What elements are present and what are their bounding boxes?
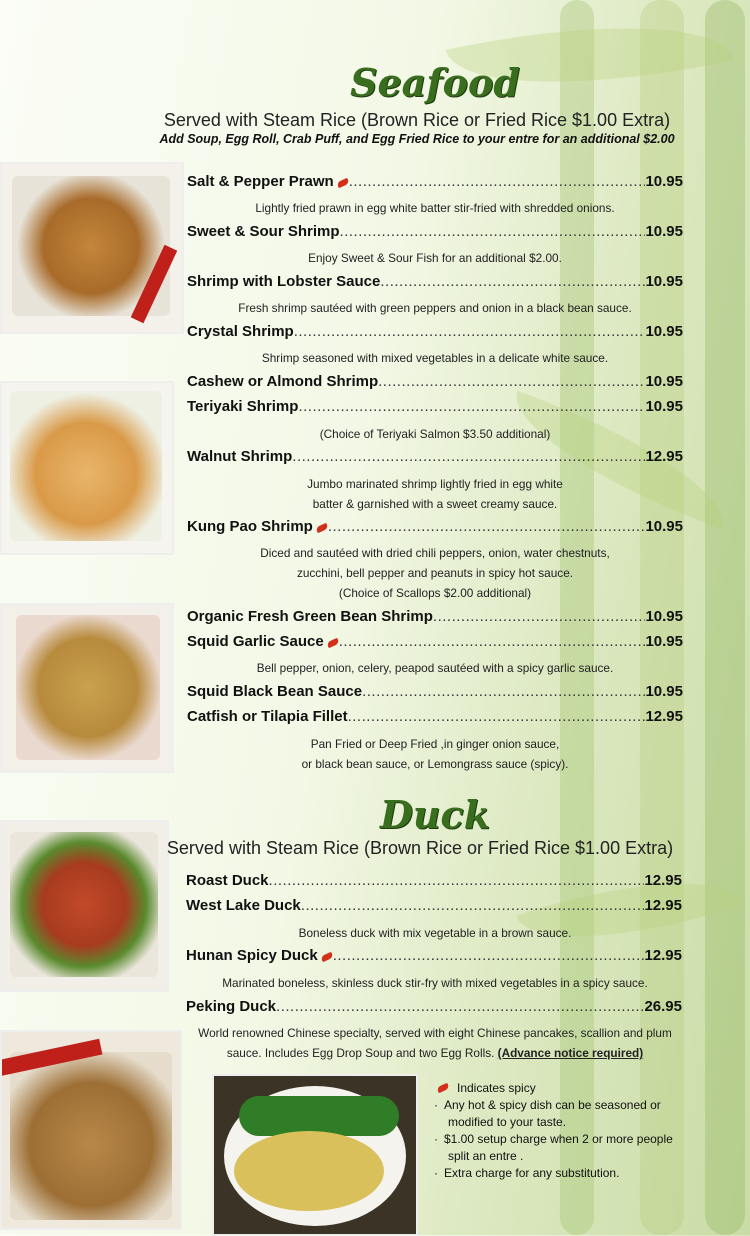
- item-description: Pan Fried or Deep Fried ,in ginger onion sauce,: [310, 737, 560, 751]
- chili-pepper-icon: [315, 523, 328, 534]
- item-description: or black bean sauce, or Lemongrass sauce (spicy).: [301, 757, 569, 771]
- item-description: (Choice of Teriyaki Salmon $3.50 additional): [319, 427, 551, 441]
- item-price: 12.95: [644, 947, 682, 964]
- leader-dots: [380, 273, 645, 290]
- item-description: Jumbo marinated shrimp lightly fried in egg white: [307, 477, 563, 491]
- leader-dots: [340, 223, 646, 240]
- item-name: Catfish or Tilapia Fillet: [187, 708, 348, 725]
- item-name: Sweet & Sour Shrimp: [187, 223, 340, 240]
- duck-title: Duck: [379, 792, 491, 837]
- advance-notice: (Advance notice required): [497, 1046, 644, 1060]
- leader-dots: [433, 608, 646, 625]
- menu-item-roast-duck: [186, 872, 682, 892]
- item-description: zucchini, bell pepper and peanuts in spicy hot sauce.: [296, 566, 574, 580]
- menu-item-squid-black-bean: [187, 683, 683, 703]
- note-2: $1.00 setup charge when 2 or more people: [444, 1132, 673, 1146]
- item-description: Shrimp seasoned with mixed vegetables in a delicate white sauce.: [261, 351, 609, 365]
- menu-item-shrimp-lobster-sauce: [187, 273, 683, 293]
- note-3: Extra charge for any substitution.: [444, 1166, 620, 1180]
- item-name: Hunan Spicy Duck: [186, 947, 318, 964]
- chili-pepper-icon: [436, 1083, 449, 1094]
- item-price: 10.95: [645, 273, 683, 290]
- note-spicy: Indicates spicy: [457, 1081, 536, 1095]
- item-name: Cashew or Almond Shrimp: [187, 373, 379, 390]
- item-description: Bell pepper, onion, celery, peapod sautéed with a spicy garlic sauce.: [256, 661, 614, 675]
- item-name: Squid Garlic Sauce: [187, 633, 324, 650]
- item-price: 10.95: [645, 518, 683, 535]
- menu-item-peking-duck: [186, 998, 682, 1018]
- chili-pepper-icon: [320, 952, 333, 963]
- item-description: Fresh shrimp sautéed with green peppers and onion in a black bean sauce.: [238, 301, 632, 315]
- item-price: 12.95: [644, 872, 682, 889]
- menu-item-hunan-spicy-duck: [186, 947, 682, 967]
- item-price: 10.95: [645, 633, 683, 650]
- item-name: Crystal Shrimp: [187, 323, 294, 340]
- item-name: Salt & Pepper Prawn: [187, 173, 334, 190]
- seafood-title: Seafood: [350, 60, 520, 105]
- note-1: Any hot & spicy dish can be seasoned or: [444, 1098, 661, 1112]
- item-description: Enjoy Sweet & Sour Fish for an additional $2.00.: [308, 251, 562, 265]
- menu-item-crystal-shrimp: [187, 323, 683, 343]
- leader-dots: [298, 398, 645, 415]
- food-photo-broccoli-omelet: [212, 1074, 418, 1236]
- seafood-subtitle: Served with Steam Rice (Brown Rice or Fried Rice $1.00 Extra): [163, 110, 671, 130]
- leader-dots: [328, 518, 646, 535]
- item-name: Squid Black Bean Sauce: [187, 683, 363, 700]
- note-2b: split an entre .: [448, 1149, 524, 1163]
- leader-dots: [276, 998, 644, 1015]
- item-name: Kung Pao Shrimp: [187, 518, 313, 535]
- leader-dots: [362, 683, 645, 700]
- item-price: 10.95: [645, 398, 683, 415]
- item-description: (Choice of Scallops $2.00 additional): [338, 586, 532, 600]
- item-price: 12.95: [644, 897, 682, 914]
- menu-item-sweet-sour-shrimp: [187, 223, 683, 243]
- seafood-addon: Add Soup, Egg Roll, Crab Puff, and Egg Fried Rice to your entre for an additional $2.00: [159, 132, 675, 146]
- chili-pepper-icon: [326, 638, 339, 649]
- menu-item-catfish-tilapia: [187, 708, 683, 728]
- item-description: Marinated boneless, skinless duck stir-fry with mixed vegetables in a spicy sauce.: [222, 976, 648, 990]
- note-1b: modified to your taste.: [448, 1115, 567, 1129]
- item-name: Peking Duck: [186, 998, 277, 1015]
- leader-dots: [269, 872, 645, 889]
- item-price: 10.95: [645, 223, 683, 240]
- item-name: West Lake Duck: [186, 897, 301, 914]
- item-name: Walnut Shrimp: [187, 448, 293, 465]
- leader-dots: [339, 633, 646, 650]
- food-photo-walnut-shrimp: [0, 381, 174, 555]
- bamboo-stalk: [705, 0, 745, 1235]
- leader-dots: [301, 897, 645, 914]
- item-description: [187, 1046, 683, 1060]
- menu-item-west-lake-duck: [186, 897, 682, 917]
- leader-dots: [294, 323, 646, 340]
- item-name: Shrimp with Lobster Sauce: [187, 273, 381, 290]
- item-price: 10.95: [645, 373, 683, 390]
- item-price: 10.95: [645, 683, 683, 700]
- leader-dots: [348, 708, 646, 725]
- item-description: Diced and sautéed with dried chili peppers, onion, water chestnuts,: [260, 546, 610, 560]
- notes-box: Indicates spicy · Any hot & spicy dish can be seasoned or modified to your taste. · $1.00 setup charge when 2 or more people split an entre . · Extra charge for any substitution.: [434, 1081, 673, 1180]
- leader-dots: [333, 947, 645, 964]
- menu-item-green-bean-shrimp: [187, 608, 683, 628]
- item-price: 10.95: [645, 173, 683, 190]
- menu-item-salt-pepper-prawn: [187, 173, 683, 193]
- chili-pepper-icon: [336, 178, 349, 189]
- menu-item-cashew-almond-shrimp: [187, 373, 683, 393]
- menu-item-squid-garlic-sauce: [187, 633, 683, 653]
- item-price: 10.95: [645, 608, 683, 625]
- leader-dots: [378, 373, 645, 390]
- menu-item-teriyaki-shrimp: [187, 398, 683, 418]
- item-price: 12.95: [645, 708, 683, 725]
- item-price: 26.95: [644, 998, 682, 1015]
- leader-dots: [292, 448, 645, 465]
- menu-item-walnut-shrimp: [187, 448, 683, 468]
- item-name: Organic Fresh Green Bean Shrimp: [187, 608, 433, 625]
- item-description: World renowned Chinese specialty, served with eight Chinese pancakes, scallion and plum: [198, 1026, 672, 1040]
- food-photo-general-chicken: [0, 603, 174, 773]
- item-name: Teriyaki Shrimp: [187, 398, 299, 415]
- menu-item-kung-pao-shrimp: [187, 518, 683, 538]
- leader-dots: [349, 173, 646, 190]
- item-price: 10.95: [645, 323, 683, 340]
- item-description: Boneless duck with mix vegetable in a brown sauce.: [298, 926, 572, 940]
- item-description: batter & garnished with a sweet creamy sauce.: [312, 497, 558, 511]
- peking-desc-text: sauce. Includes Egg Drop Soup and two Egg Rolls.: [226, 1046, 495, 1060]
- food-photo-noodles: [0, 1030, 182, 1230]
- item-name: Roast Duck: [186, 872, 269, 889]
- duck-subtitle: Served with Steam Rice (Brown Rice or Fried Rice $1.00 Extra): [166, 838, 674, 858]
- food-photo-salt-pepper-prawn: [0, 162, 184, 334]
- item-description: Lightly fried prawn in egg white batter stir-fried with shredded onions.: [255, 201, 615, 215]
- item-price: 12.95: [645, 448, 683, 465]
